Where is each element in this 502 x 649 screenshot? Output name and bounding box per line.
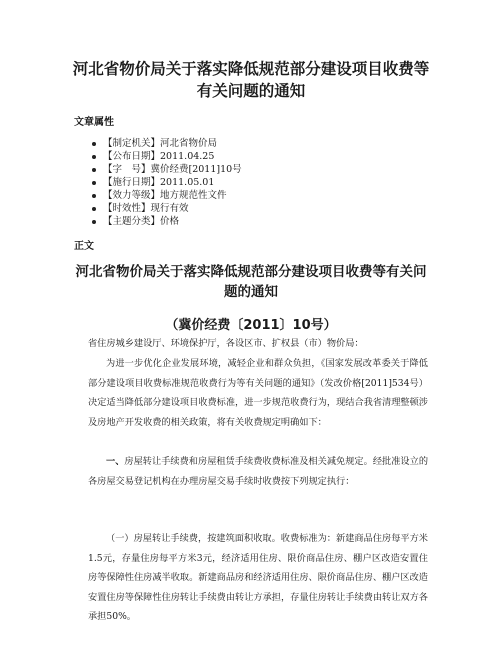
body-heading: 正文 [74, 241, 94, 252]
document-number: （冀价经费〔2011〕10号） [165, 318, 337, 333]
bullet-icon [92, 142, 96, 146]
main-title-line-2: 题的通知 [224, 284, 278, 300]
bullet-icon [92, 220, 96, 224]
attribute-item [92, 176, 242, 189]
attribute-item [92, 202, 242, 215]
item-1-text: 房屋转让手续费和房屋租赁手续费收费标准及相关减免规定。经批准设立的各房屋交易登记机构在办理房屋交易手续时收费按下列规定执行： [88, 456, 429, 487]
addressee-paragraph: 省住房城乡建设厅、环境保护厅，各设区市、扩权县（市）物价局： [88, 338, 364, 349]
document-title-line-1: 河北省物价局关于落实降低规范部分建设项目收费等 [72, 60, 430, 78]
attribute-text: 【公布日期】2011.04.25 [103, 151, 215, 162]
attribute-text: 【主题分类】价格 [103, 216, 180, 227]
item-1-paragraph [88, 452, 428, 491]
attribute-item [92, 150, 242, 163]
attribute-item [92, 163, 242, 176]
attribute-item [92, 215, 242, 228]
attribute-item [92, 189, 242, 202]
item-1-number: 一、 [106, 456, 125, 467]
attribute-text: 【字 号】冀价经费[2011]10号 [103, 164, 242, 175]
main-title-line-1: 河北省物价局关于落实降低规范部分建设项目收费等有关问 [75, 264, 427, 280]
attribute-text: 【施行日期】2011.05.01 [103, 177, 215, 188]
bullet-icon [92, 168, 96, 172]
attribute-item [92, 137, 242, 150]
bullet-icon [92, 194, 96, 198]
bullet-icon [92, 181, 96, 185]
item-1-sub-paragraph: （一）房屋转让手续费，按建筑面积收取。收费标准为：新建商品住房每平方米1.5元，存量住房每平方米3元，经济适用住房、限价商品住房、棚户区改造安置住房等保障性住房减半收取。新建商品房和经济适用住房、限价商品住房、棚户区改造安置住房等保障性住房转让手续费由转让方承担，存量住房转让手续费由转让双方各承担50%。 [88, 533, 428, 622]
intro-paragraph: 为进一步优化企业发展环境，减轻企业和群众负担，《国家发展改革委关于降低部分建设项目收费标准规范收费行为等有关问题的通知》（发改价格[2011]534号）决定适当降低部分建设项目收费标准，进一步规范收费行为，现结合我省清理整顿涉及房地产开发收费的相关政策，将有关收费规定明确如下： [88, 358, 428, 428]
main-title [68, 262, 434, 302]
attribute-text: 【效力等级】地方规范性文件 [103, 190, 227, 201]
attributes-heading: 文章属性 [74, 117, 114, 128]
document-title [60, 58, 442, 102]
attribute-text: 【制定机关】河北省物价局 [103, 138, 218, 149]
bullet-icon [92, 155, 96, 159]
document-title-line-2: 有关问题的通知 [196, 82, 306, 100]
attribute-text: 【时效性】现行有效 [103, 203, 189, 214]
attributes-list [92, 137, 242, 228]
bullet-icon [92, 207, 96, 211]
